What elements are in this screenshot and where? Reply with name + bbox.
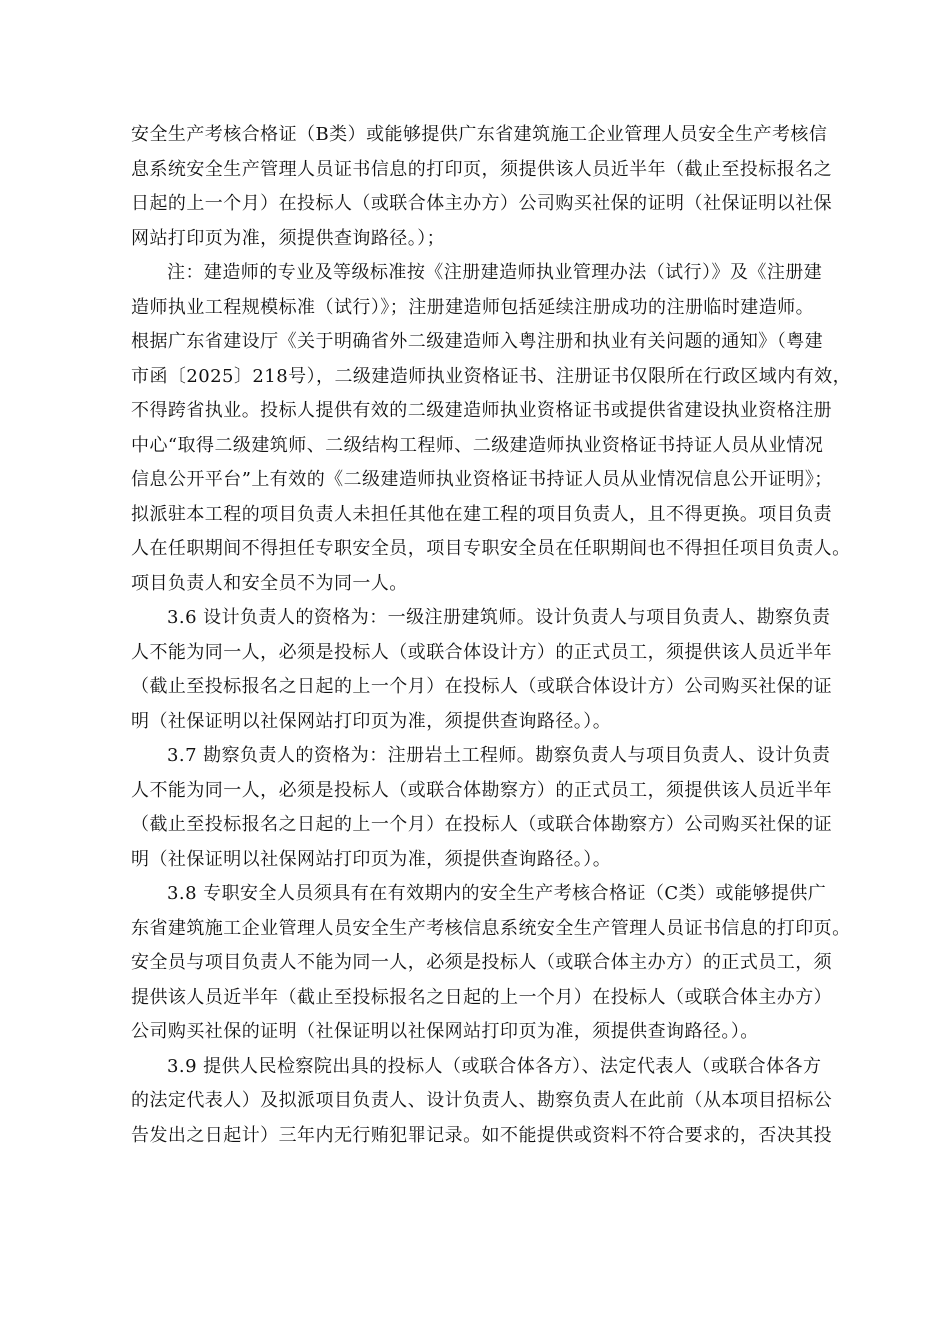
text-line: 3.8 专职安全人员须具有在有效期内的安全生产考核合格证（C类）或能够提供广 — [167, 883, 827, 904]
paragraph-3-7-survey-lead — [131, 739, 865, 877]
text-line: 3.9 提供人民检察院出具的投标人（或联合体各方）、法定代表人（或联合体各方 — [167, 1055, 822, 1077]
text-line: 明（社保证明以社保网站打印页为准，须提供查询路径。）。 — [131, 710, 612, 732]
paragraph-3-6-design-lead — [131, 601, 865, 739]
text-line: （截止至投标报名之日起的上一个月）在投标人（或联合体设计方）公司购买社保的证 — [131, 676, 833, 697]
text-line: 网站打印页为准，须提供查询路径。）； — [131, 227, 446, 249]
text-line: 明（社保证明以社保网站打印页为准，须提供查询路径。）。 — [131, 848, 612, 870]
text-line: 公司购买社保的证明（社保证明以社保网站打印页为准，须提供查询路径。）。 — [131, 1021, 759, 1042]
text-line: 信息公开平台”上有效的《二级建造师执业资格证书持证人员从业情况信息公开证明》； — [131, 469, 833, 490]
text-line: 3.7 勘察负责人的资格为：注册岩土工程师。勘察负责人与项目负责人、设计负责 — [167, 745, 831, 766]
paragraph-3-8-safety-staff — [131, 877, 865, 1050]
paragraph-note-constructor — [131, 256, 865, 601]
text-line: 人在任职期间不得担任专职安全员，项目专职安全员在任职期间也不得担任项目负责人。 — [131, 538, 851, 559]
text-line: 市函〔2025〕218号），二级建造师执业资格证书、注册证书仅限所在行政区域内有效， — [131, 365, 852, 387]
text-line: 东省建筑施工企业管理人员安全生产考核信息系统安全生产管理人员证书信息的打印页。 — [131, 917, 851, 939]
text-line: 安全员与项目负责人不能为同一人，必须是投标人（或联合体主办方）的正式员工，须 — [131, 952, 833, 973]
text-line: 根据广东省建设厅《关于明确省外二级建造师入粤注册和执业有关问题的通知》（粤建 — [131, 331, 824, 352]
text-line: 的法定代表人）及拟派项目负责人、设计负责人、勘察负责人在此前（从本项目招标公 — [131, 1090, 833, 1111]
text-line: 人不能为同一人，必须是投标人（或联合体设计方）的正式员工，须提供该人员近半年 — [131, 641, 833, 663]
document-body — [131, 118, 865, 1153]
text-line: 拟派驻本工程的项目负责人未担任其他在建工程的项目负责人，且不得更换。项目负责 — [131, 503, 833, 525]
text-line: 造师执业工程规模标准（试行）》；注册建造师包括延续注册成功的注册临时建造师。 — [131, 296, 815, 318]
text-line: 项目负责人和安全员不为同一人。 — [131, 572, 408, 594]
text-line: （截止至投标报名之日起的上一个月）在投标人（或联合体勘察方）公司购买社保的证 — [131, 814, 833, 835]
text-line: 3.6 设计负责人的资格为：一级注册建筑师。设计负责人与项目负责人、勘察负责 — [167, 607, 831, 628]
text-line: 注：建造师的专业及等级标准按《注册建造师执业管理办法（试行）》及《注册建 — [167, 262, 823, 283]
text-line: 息系统安全生产管理人员证书信息的打印页，须提供该人员近半年（截止至投标报名之 — [131, 158, 833, 180]
paragraph-3-9-no-bribery-record — [131, 1050, 865, 1154]
text-line: 提供该人员近半年（截止至投标报名之日起的上一个月）在投标人（或联合体主办方） — [131, 986, 833, 1008]
text-line: 人不能为同一人，必须是投标人（或联合体勘察方）的正式员工，须提供该人员近半年 — [131, 779, 833, 801]
text-line: 日起的上一个月）在投标人（或联合体主办方）公司购买社保的证明（社保证明以社保 — [131, 193, 833, 214]
text-line: 安全生产考核合格证（B类）或能够提供广东省建筑施工企业管理人员安全生产考核信 — [131, 124, 828, 145]
paragraph-safety-certificate — [131, 118, 865, 256]
text-line: 中心“取得二级建筑师、二级结构工程师、二级建造师执业资格证书持证人员从业情况 — [131, 434, 824, 456]
text-line: 告发出之日起计）三年内无行贿犯罪记录。如不能提供或资料不符合要求的，否决其投 — [131, 1124, 833, 1146]
text-line: 不得跨省执业。投标人提供有效的二级建造师执业资格证书或提供省建设执业资格注册 — [131, 400, 833, 421]
